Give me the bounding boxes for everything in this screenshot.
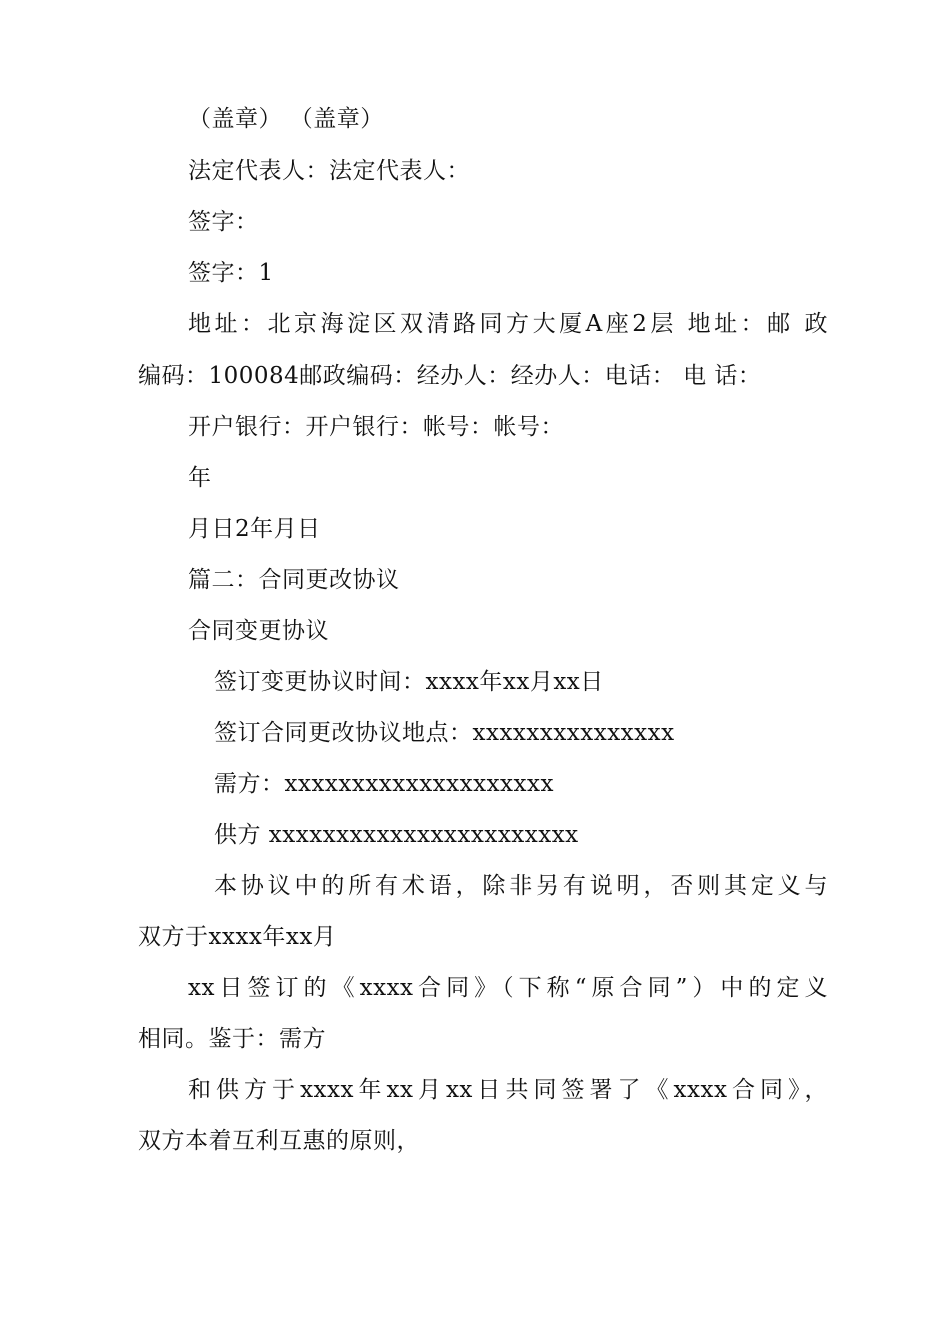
whereas-paragraph-line-1: 和供方于xxxx年xx月xx日共同签署了《xxxx合同》，: [188, 1077, 828, 1103]
legal-representative-line: 法定代表人：法定代表人：: [188, 158, 470, 184]
signing-time-line: 签订变更协议时间：xxxx年xx月xx日: [214, 669, 604, 695]
terms-paragraph-line-1: 本协议中的所有术语，除非另有说明，否则其定义与: [214, 873, 828, 899]
buyer-line: 需方：xxxxxxxxxxxxxxxxxxxx: [214, 771, 554, 797]
terms-paragraph-line-4: 相同。鉴于：需方: [138, 1026, 326, 1052]
whereas-paragraph-line-2: 双方本着互利互惠的原则，: [138, 1128, 420, 1154]
supplier-line: 供方 xxxxxxxxxxxxxxxxxxxxxxx: [214, 822, 579, 848]
bank-account-line: 开户银行：开户银行：帐号：帐号：: [188, 414, 564, 440]
postcode-line: 编码：100084邮政编码：经办人：经办人：电话： 电 话：: [138, 363, 762, 389]
seal-line: （盖章） （盖章）: [188, 106, 384, 132]
signature-line-1: 签字：: [188, 209, 259, 235]
section-heading: 篇二：合同更改协议: [188, 567, 400, 593]
terms-paragraph-line-3: xx日签订的《xxxx合同》（下称“原合同”）中的定义: [188, 975, 828, 1001]
signing-place-line: 签订合同更改协议地点：xxxxxxxxxxxxxxx: [214, 720, 675, 746]
address-line: 地址：北京海淀区双清路同方大厦A座2层 地址：邮 政: [188, 311, 828, 337]
terms-paragraph-line-2: 双方于xxxx年xx月: [138, 924, 337, 950]
date-line: 月日2年月日: [188, 516, 321, 542]
year-line: 年: [188, 465, 212, 491]
signature-line-2: 签字：1: [188, 260, 274, 286]
agreement-title: 合同变更协议: [188, 618, 329, 644]
